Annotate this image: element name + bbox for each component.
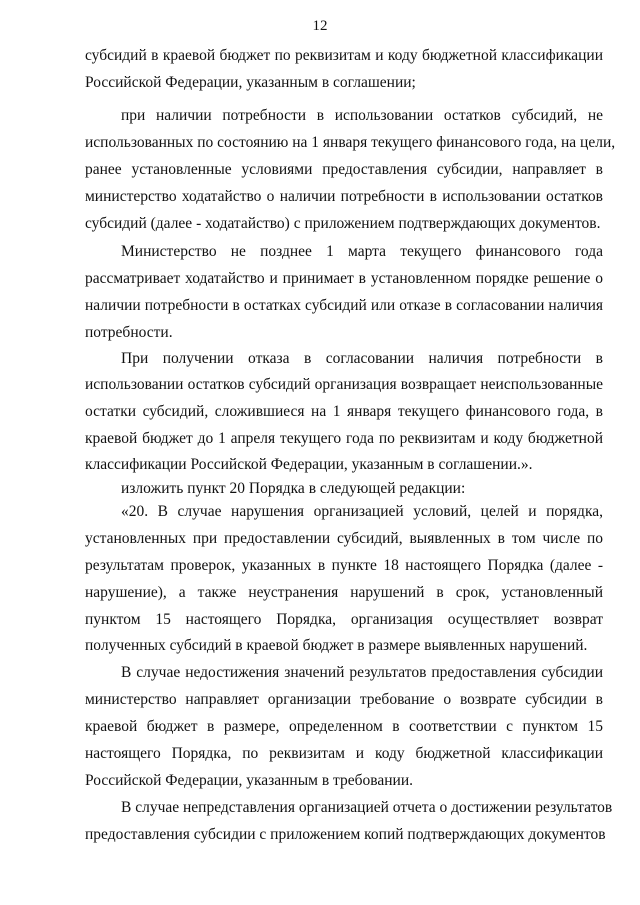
text-line: нарушение), а также неустранения нарушений в срок, установленный bbox=[85, 584, 603, 601]
page-number: 12 bbox=[312, 18, 328, 34]
text-line: потребности. bbox=[85, 324, 173, 341]
text-line: В случае непредставления организацией отчета о достижении результатов bbox=[121, 799, 613, 816]
text-line: при наличии потребности в использовании остатков субсидий, не bbox=[121, 107, 603, 124]
text-line: краевой бюджет до 1 апреля текущего года по реквизитам и коду бюджетной bbox=[85, 430, 603, 447]
text-line: полученных субсидий в краевой бюджет в размере выявленных нарушений. bbox=[85, 637, 588, 654]
text-line: остатки субсидий, сложившиеся на 1 января текущего финансового года, в bbox=[85, 403, 603, 420]
text-line: установленных при предоставлении субсидий, выявленных в том числе по bbox=[85, 530, 603, 547]
text-line: В случае недостижения значений результатов предоставления субсидии bbox=[121, 664, 603, 681]
text-line: ранее установленные условиями предоставления субсидии, направляет в bbox=[85, 161, 603, 178]
text-line: наличии потребности в остатках субсидий или отказе в согласовании наличия bbox=[85, 297, 603, 314]
text-line: Министерство не позднее 1 марта текущего финансового года bbox=[121, 243, 603, 260]
text-line: краевой бюджет в размере, определенном в соответствии с пунктом 15 bbox=[85, 718, 603, 735]
text-line: министерство направляет организации требование о возврате субсидии в bbox=[85, 691, 603, 708]
text-line: Российской Федерации, указанным в соглашении; bbox=[85, 74, 416, 91]
text-line: пунктом 15 настоящего Порядка, организация осуществляет возврат bbox=[85, 611, 603, 628]
text-line: Российской Федерации, указанным в требовании. bbox=[85, 772, 414, 789]
text-line: предоставления субсидии с приложением копий подтверждающих документов bbox=[85, 826, 606, 843]
text-line: При получении отказа в согласовании наличия потребности в bbox=[121, 350, 603, 367]
text-line: субсидий в краевой бюджет по реквизитам и коду бюджетной классификации bbox=[85, 47, 603, 64]
text-line: рассматривает ходатайство и принимает в установленном порядке решение о bbox=[85, 270, 603, 287]
text-line: настоящего Порядка, по реквизитам и коду бюджетной классификации bbox=[85, 745, 603, 762]
text-line: результатам проверок, указанных в пункте 18 настоящего Порядка (далее - bbox=[85, 557, 603, 574]
text-line: классификации Российской Федерации, указанным в соглашении.». bbox=[85, 456, 533, 473]
text-line: изложить пункт 20 Порядка в следующей редакции: bbox=[121, 480, 466, 497]
text-line: использованных по состоянию на 1 января текущего финансового года, на цели, bbox=[85, 134, 616, 151]
text-line: субсидий (далее - ходатайство) с приложением подтверждающих документов. bbox=[85, 215, 601, 232]
text-line: министерство ходатайство о наличии потребности в использовании остатков bbox=[85, 188, 603, 205]
text-line: «20. В случае нарушения организацией условий, целей и порядка, bbox=[121, 503, 603, 520]
text-line: использовании остатков субсидий организация возвращает неиспользованные bbox=[85, 376, 603, 393]
